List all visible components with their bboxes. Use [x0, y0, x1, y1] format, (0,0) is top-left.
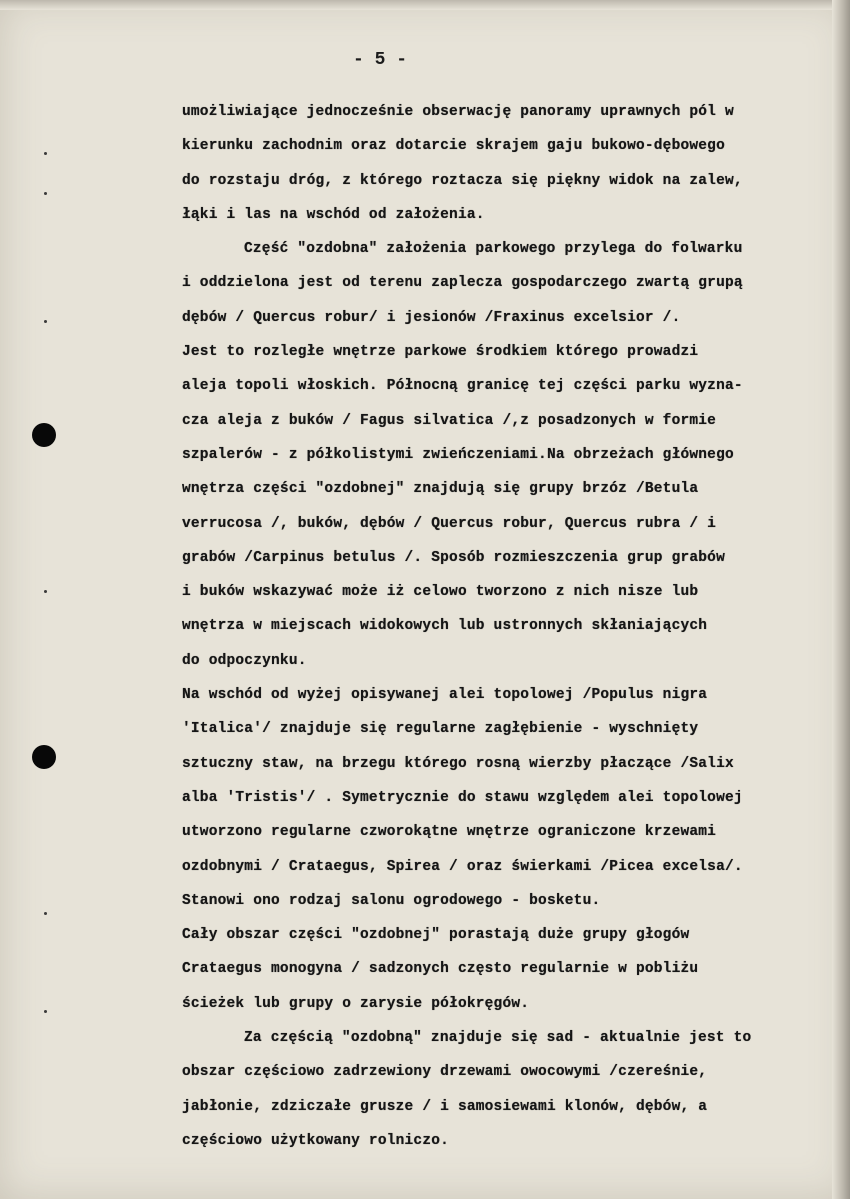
- text-line: Cały obszar części "ozdobnej" porastają duże grupy głogów: [182, 927, 690, 944]
- page-number: - 5 -: [352, 50, 407, 70]
- text-line: wnętrza w miejscach widokowych lub ustronnych skłaniających: [182, 618, 708, 635]
- text-line: sztuczny staw, na brzegu którego rosną wierzby płaczące /Salix: [182, 755, 734, 772]
- paper-speck: [44, 590, 47, 593]
- page-right-edge: [832, 0, 850, 1199]
- text-line: Na wschód od wyżej opisywanej alei topolowej /Populus nigra: [182, 687, 708, 704]
- text-line: verrucosa /, buków, dębów / Quercus robur, Quercus rubra / i: [182, 515, 717, 532]
- text-line: i oddzielona jest od terenu zaplecza gospodarczego zwartą grupą: [182, 275, 743, 292]
- text-line: cza aleja z buków / Fagus silvatica /,z posadzonych w formie: [182, 412, 717, 429]
- text-line: Część "ozdobna" założenia parkowego przylega do folwarku: [244, 241, 743, 258]
- paper-speck: [44, 192, 47, 195]
- text-line: Stanowi ono rodzaj salonu ogrodowego - bosketu.: [182, 892, 601, 909]
- text-line: utworzono regularne czworokątne wnętrze ograniczone krzewami: [182, 824, 717, 841]
- paper-speck: [44, 912, 47, 915]
- text-line: grabów /Carpinus betulus /. Sposób rozmieszczenia grup grabów: [182, 549, 725, 566]
- punch-hole: [32, 745, 56, 769]
- text-line: do rozstaju dróg, z którego roztacza się piękny widok na zalew,: [182, 172, 743, 189]
- text-line: Jest to rozległe wnętrze parkowe środkiem którego prowadzi: [182, 344, 699, 361]
- paper-speck: [44, 152, 47, 155]
- text-line: kierunku zachodnim oraz dotarcie skrajem gaju bukowo-dębowego: [182, 138, 725, 155]
- text-line: alba 'Tristis'/ . Symetrycznie do stawu względem alei topolowej: [182, 789, 743, 806]
- text-line: i buków wskazywać może iż celowo tworzono z nich nisze lub: [182, 584, 699, 601]
- text-line: ścieżek lub grupy o zarysie półokręgów.: [182, 995, 530, 1012]
- text-line: aleja topoli włoskich. Północną granicę tej części parku wyzna-: [182, 378, 743, 395]
- paper-speck: [44, 320, 47, 323]
- text-line: szpalerów - z półkolistymi zwieńczeniami.Na obrzeżach głównego: [182, 446, 734, 463]
- text-line: 'Italica'/ znajduje się regularne zagłębienie - wyschnięty: [182, 721, 699, 738]
- text-line: ozdobnymi / Crataegus, Spirea / oraz świerkami /Picea excelsa/.: [182, 858, 743, 875]
- text-line: łąki i las na wschód od założenia.: [182, 206, 485, 223]
- page-top-edge: [0, 0, 850, 10]
- text-line: Za częścią "ozdobną" znajduje się sad - aktualnie jest to: [244, 1030, 752, 1047]
- text-line: obszar częściowo zadrzewiony drzewami owocowymi /czereśnie,: [182, 1064, 708, 1081]
- text-line: dębów / Quercus robur/ i jesionów /Fraxinus excelsior /.: [182, 309, 681, 326]
- paper-speck: [44, 1010, 47, 1013]
- body-text: [182, 95, 822, 1158]
- text-line: do odpoczynku.: [182, 652, 307, 669]
- text-line: częściowo użytkowany rolniczo.: [182, 1132, 450, 1149]
- text-line: wnętrza części "ozdobnej" znajdują się grupy brzóz /Betula: [182, 481, 699, 498]
- punch-hole: [32, 423, 56, 447]
- text-line: Crataegus monogyna / sadzonych często regularnie w pobliżu: [182, 961, 699, 978]
- text-line: jabłonie, zdziczałe grusze / i samosiewami klonów, dębów, a: [182, 1098, 708, 1115]
- text-line: umożliwiające jednocześnie obserwację panoramy uprawnych pól w: [182, 104, 734, 120]
